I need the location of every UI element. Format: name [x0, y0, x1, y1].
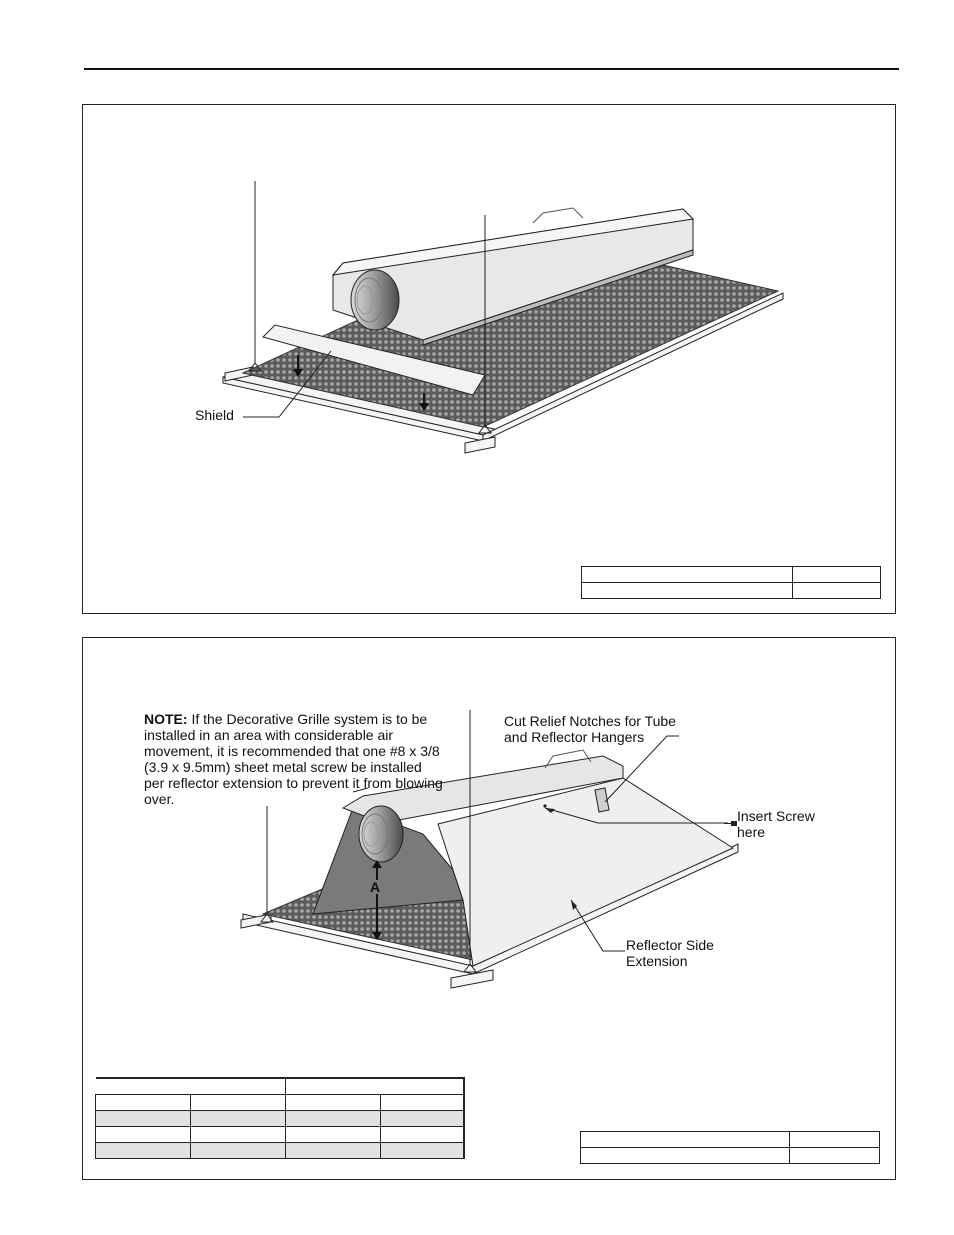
figure2-caption-table — [580, 1131, 880, 1164]
note-heading: NOTE: — [144, 711, 188, 727]
shield-label: Shield — [195, 407, 234, 423]
installation-note — [144, 711, 444, 807]
relief-notches-label-line2: and Reflector Hangers — [504, 729, 645, 745]
figure-shield-install — [82, 104, 896, 614]
figure1-caption-table — [581, 566, 881, 599]
reflector-extension-label-line1: Reflector Side — [626, 937, 714, 953]
insert-screw-label-line1: Insert Screw — [737, 808, 815, 824]
note-body: If the Decorative Grille system is to be installed in an area with considerable air movement, it is recommended that one #8 x 3/8 (3.9 x 9.5mm) sheet metal screw be installed per reflector extension to prevent it from blowing over. — [144, 711, 443, 807]
insert-screw-label-line2: here — [737, 824, 766, 840]
heat-tube — [351, 270, 399, 330]
reflector-extension-label-line2: Extension — [626, 953, 688, 969]
figure-reflector-extension — [82, 637, 896, 1180]
heat-tube — [359, 806, 403, 862]
header-rule — [84, 68, 899, 70]
dimension-table — [95, 1077, 465, 1159]
shield-install-illustration — [83, 105, 895, 613]
dimension-a-label: A — [370, 879, 381, 895]
relief-notches-label-line1: Cut Relief Notches for Tube — [504, 713, 676, 729]
